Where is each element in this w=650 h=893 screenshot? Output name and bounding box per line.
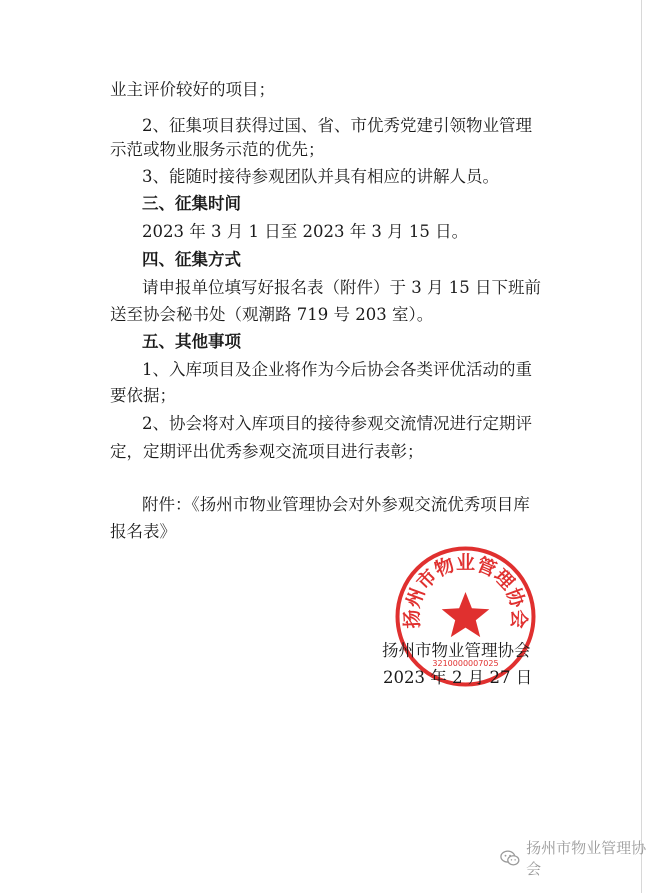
section-heading: 三、征集时间: [142, 194, 241, 213]
wechat-icon: [500, 849, 520, 867]
body-line: 3、能随时接待参观团队并具有相应的讲解人员。: [142, 167, 499, 186]
section-heading: 四、征集方式: [142, 250, 241, 269]
wechat-watermark: [500, 839, 650, 878]
body-line: 1、入库项目及企业将作为今后协会各类评优活动的重: [142, 360, 532, 379]
body-line: 要依据；: [110, 386, 176, 405]
section-heading: 五、其他事项: [142, 332, 241, 351]
body-line: 送至协会秘书处（观潮路 719 号 203 室）。: [110, 305, 434, 324]
body-line: 2、征集项目获得过国、省、市优秀党建引领物业管理: [142, 116, 532, 135]
signature-date: 2023 年 2 月 27 日: [383, 668, 533, 687]
svg-text:3210000007025: 3210000007025: [432, 659, 499, 668]
body-line: 业主评价较好的项目；: [110, 80, 275, 99]
body-line: 定，定期评出优秀参观交流项目进行表彰；: [110, 442, 424, 461]
attachment-line: 报名表》: [110, 522, 176, 541]
body-line: 2023 年 3 月 1 日至 2023 年 3 月 15 日。: [142, 222, 469, 241]
body-line: 请申报单位填写好报名表（附件）于 3 月 15 日下班前: [142, 278, 541, 297]
body-line: 2、协会将对入库项目的接待参观交流情况进行定期评: [142, 414, 532, 433]
svg-text:扬州市物业管理协会: 扬州市物业管理协会: [401, 552, 530, 630]
watermark-text: 扬州市物业管理协会: [526, 839, 647, 878]
attachment-line: 附件：《扬州市物业管理协会对外参观交流优秀项目库: [142, 495, 530, 514]
signatory-name: 扬州市物业管理协会: [382, 641, 531, 660]
body-line: 示范或物业服务示范的优先；: [110, 140, 325, 159]
